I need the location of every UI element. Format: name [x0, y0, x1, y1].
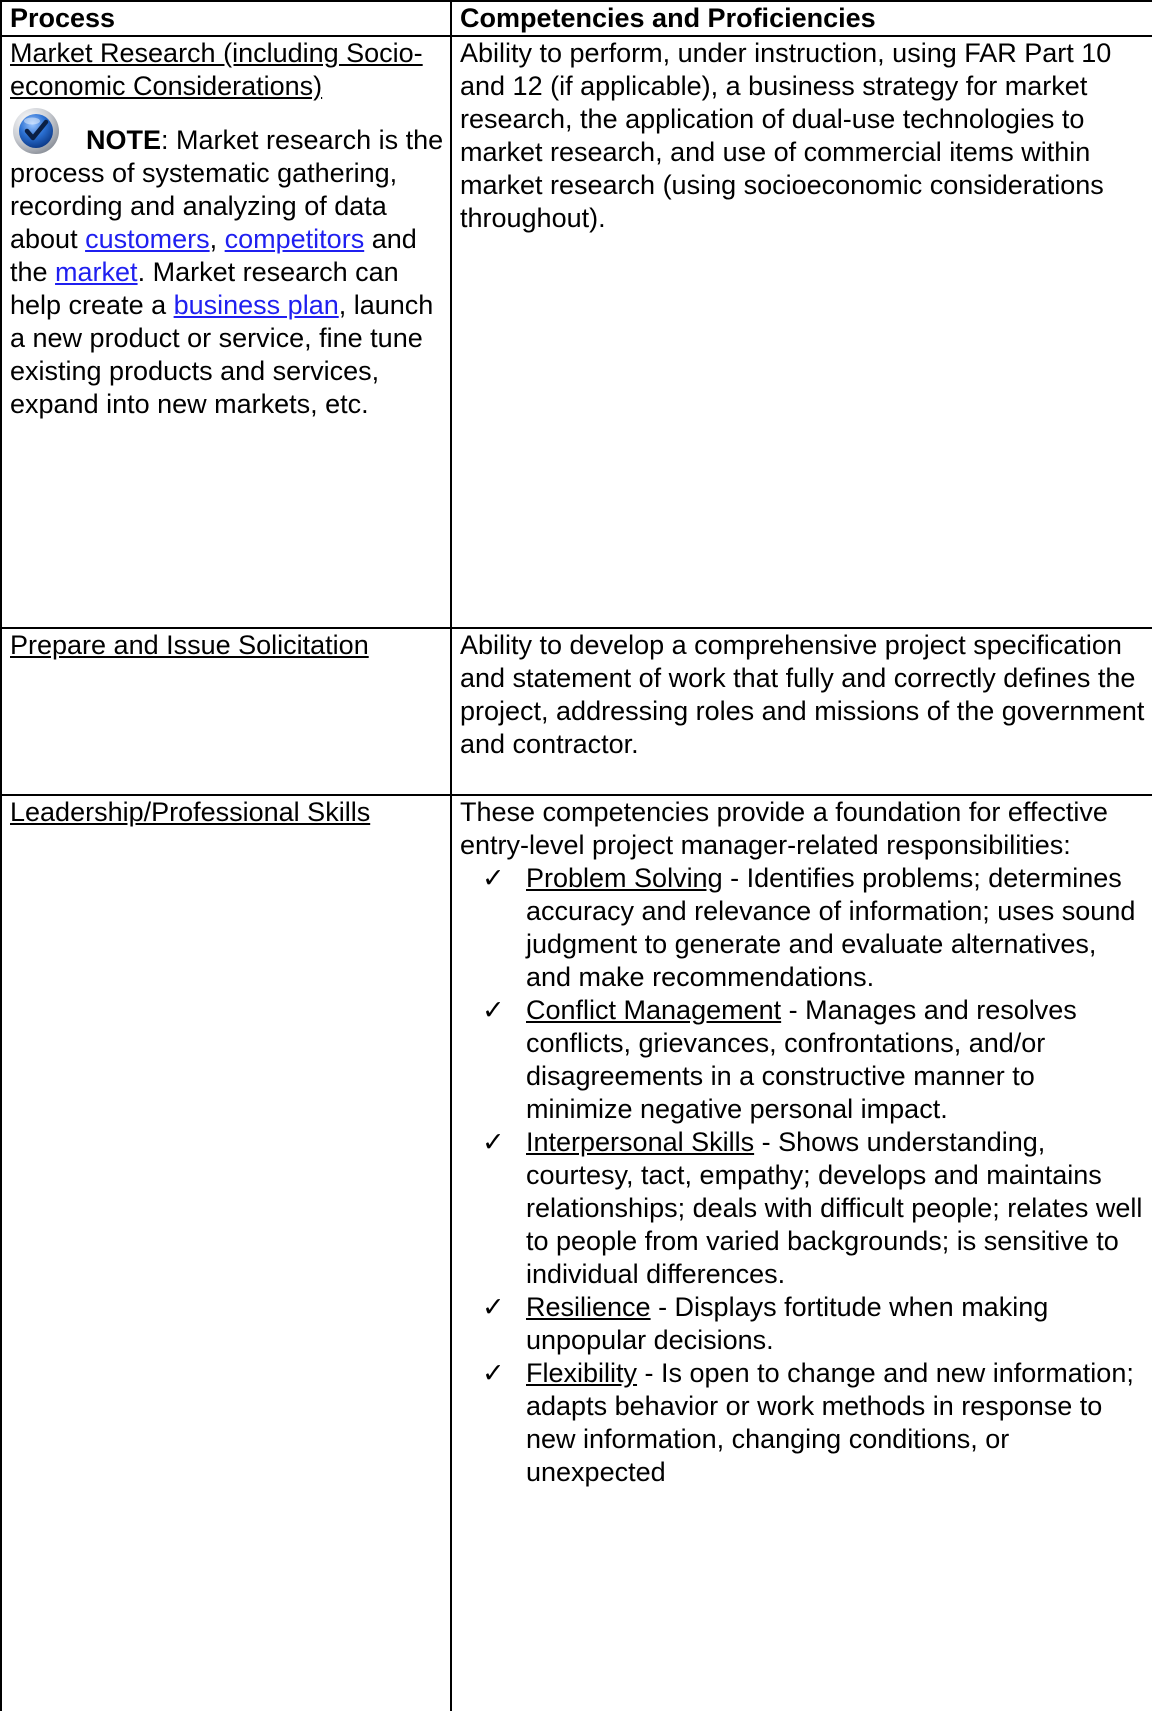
header-process: Process [1, 1, 451, 36]
process-title: Market Research (including Socio-economic Considerations) [10, 38, 423, 101]
competency-term: Interpersonal Skills [526, 1127, 755, 1157]
list-item [460, 1126, 1146, 1291]
checkmark-icon: ✓ [482, 1358, 505, 1388]
checkmark-badge-icon [12, 107, 60, 155]
link-business-plan[interactable]: business plan [173, 290, 339, 320]
process-cell [1, 795, 451, 1711]
note-text: , launch a new product or service, fine tune existing products and services, expand into new markets, etc. [10, 290, 434, 419]
competency-term: Resilience [526, 1292, 651, 1322]
competency-desc: - Identifies problems; determines accuracy and relevance of information; uses sound judgment to generate and evaluate alternatives, and make recommendations. [526, 863, 1136, 992]
note-text: : Market research is the process of systematic gathering, recording and analyzing of data about [10, 125, 444, 254]
competency-term: Flexibility [526, 1358, 638, 1388]
link-competitors[interactable]: competitors [224, 224, 365, 254]
competency-cell [451, 36, 1152, 628]
competency-term: Problem Solving [526, 863, 723, 893]
process-cell [1, 36, 451, 628]
process-title: Leadership/Professional Skills [10, 797, 371, 827]
checkmark-icon: ✓ [482, 863, 505, 893]
note-text: and the [10, 224, 417, 287]
list-item [460, 1357, 1146, 1489]
note-separator: , [209, 224, 225, 254]
process-cell [1, 628, 451, 795]
list-item [460, 1291, 1146, 1357]
competency-text: Ability to perform, under instruction, using FAR Part 10 and 12 (if applicable), a business strategy for market research, the application of dual-use technologies to market research, and use of commercial items within market research (using socioeconomic considerations throughout). [460, 38, 1112, 233]
competency-list [460, 862, 1146, 1489]
link-market[interactable]: market [55, 257, 138, 287]
link-customers[interactable]: customers [85, 224, 210, 254]
table-header-row [1, 1, 1152, 36]
competency-cell [451, 628, 1152, 795]
competency-cell [451, 795, 1152, 1711]
table-row [1, 628, 1152, 795]
checkmark-icon: ✓ [482, 1292, 505, 1322]
list-item [460, 994, 1146, 1126]
competency-text: Ability to develop a comprehensive project specification and statement of work that fully and correctly defines the project, addressing roles and missions of the government and contractor. [460, 630, 1145, 759]
process-title: Prepare and Issue Solicitation [10, 630, 369, 660]
competency-desc: - Manages and resolves conflicts, grievances, confrontations, and/or disagreements in a constructive manner to minimize negative personal impact. [526, 995, 1077, 1124]
competency-desc: - Shows understanding, courtesy, tact, empathy; develops and maintains relationships; deals with difficult people; relates well to people from varied backgrounds; is sensitive to individual differences. [526, 1127, 1143, 1289]
competency-desc: - Displays fortitude when making unpopular decisions. [526, 1292, 1049, 1355]
note-label: NOTE [86, 125, 162, 155]
table-row [1, 795, 1152, 1711]
competency-term: Conflict Management [526, 995, 782, 1025]
table-row [1, 36, 1152, 628]
note-text: . Market research can help create a [10, 257, 399, 320]
competency-desc: - Is open to change and new information; adapts behavior or work methods in response to new information, changing conditions, or unexpected [526, 1358, 1134, 1487]
checkmark-icon: ✓ [482, 1127, 505, 1157]
list-item [460, 862, 1146, 994]
competency-intro: These competencies provide a foundation for effective entry-level project manager-related responsibilities: [460, 797, 1108, 860]
header-competencies: Competencies and Proficiencies [451, 1, 1152, 36]
checkmark-icon: ✓ [482, 995, 505, 1025]
note-block [10, 107, 444, 421]
